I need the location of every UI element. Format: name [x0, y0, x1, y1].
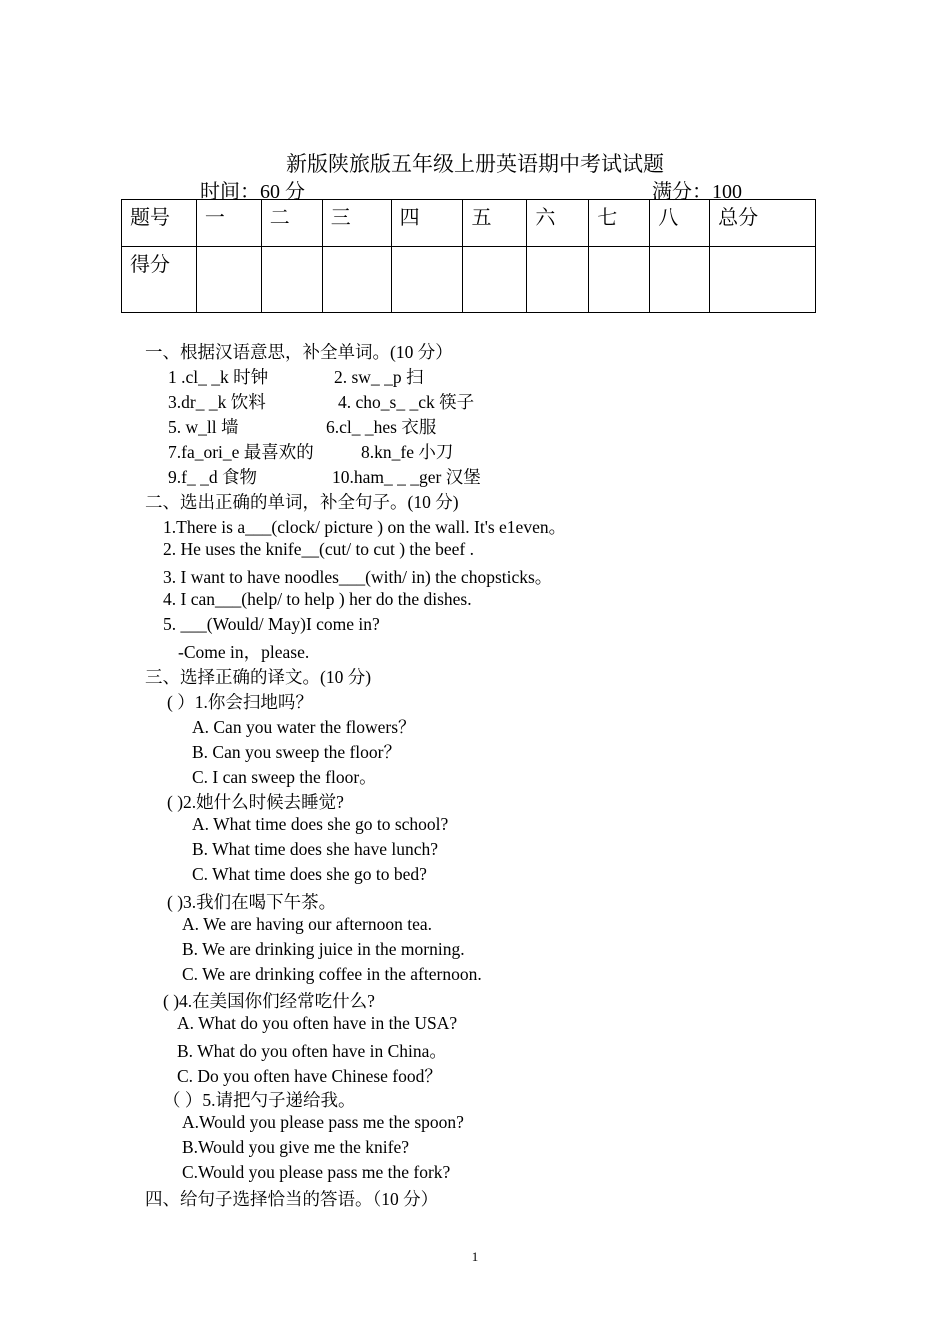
option-line: A.Would you please pass me the spoon?	[182, 1112, 464, 1132]
question-line: 9.f_ _d 食物	[168, 467, 257, 487]
question-line: 2. He uses the knife__(cut/ to cut ) the beef .	[163, 539, 475, 559]
score-table-header-cell: 六	[527, 200, 589, 247]
option-line: C. What time does she go to bed?	[192, 864, 427, 884]
option-line: A. What do you often have in the USA?	[177, 1013, 458, 1033]
score-table-header-cell: 题号	[122, 200, 197, 247]
question-line: 3. I want to have noodles___(with/ in) the chopsticks。	[163, 567, 553, 587]
question-line: ( )3.我们在喝下午茶。	[167, 892, 337, 912]
section-4-heading: 四、给句子选择恰当的答语。（10 分）	[145, 1189, 439, 1209]
score-cell	[710, 247, 816, 313]
option-line: A. We are having our afternoon tea.	[182, 914, 432, 934]
question-line: 1 .cl_ _k 时钟	[168, 367, 269, 387]
question-line: ( )2.她什么时候去睡觉?	[167, 792, 344, 812]
score-cell	[527, 247, 589, 313]
score-table-header-cell: 三	[322, 200, 391, 247]
score-table-row-label: 得分	[122, 247, 197, 313]
question-line: ( )4.在美国你们经常吃什么?	[163, 991, 375, 1011]
question-line: 7.fa_ori_e 最喜欢的	[168, 442, 314, 462]
question-line: 8.kn_fe 小刀	[361, 442, 454, 462]
option-line: B. Can you sweep the floor？	[192, 742, 401, 762]
question-line: 5. w_ll 墙	[168, 417, 239, 437]
question-line: 1.There is a___(clock/ picture ) on the wall. It's e1even。	[163, 517, 567, 537]
option-line: A. Can you water the flowers？	[192, 717, 416, 737]
score-table-header-cell: 七	[589, 200, 650, 247]
question-line: 2. sw_ _p 扫	[334, 367, 424, 387]
score-cell	[196, 247, 261, 313]
option-line: B. What time does she have lunch?	[192, 839, 439, 859]
score-cell	[589, 247, 650, 313]
exam-time: 时间：60 分	[200, 181, 305, 203]
score-table	[121, 199, 816, 313]
score-table-header-cell: 八	[650, 200, 710, 247]
option-line: B. We are drinking juice in the morning.	[182, 939, 465, 959]
question-line: 3.dr_ _k 饮料	[168, 392, 266, 412]
option-line: C.Would you please pass me the fork?	[182, 1162, 451, 1182]
question-line: （ ）5.请把勺子递给我。	[163, 1090, 356, 1110]
score-cell	[650, 247, 710, 313]
question-line: -Come in，please.	[178, 642, 310, 662]
exam-full-score: 满分：100	[652, 181, 742, 203]
question-line: 5. ___(Would/ May)I come in?	[163, 614, 380, 634]
section-1-heading: 一、根据汉语意思，补全单词。(10 分）	[145, 342, 453, 362]
score-table-header-row	[122, 200, 816, 247]
page-number: 1	[471, 1249, 479, 1264]
option-line: B. What do you often have in China。	[177, 1041, 447, 1061]
question-line: 10.ham_ _ _ger 汉堡	[332, 467, 481, 487]
score-table-header-cell: 五	[463, 200, 527, 247]
score-cell	[322, 247, 391, 313]
option-line: C. We are drinking coffee in the afternoon.	[182, 964, 482, 984]
option-line: C. I can sweep the floor。	[192, 767, 377, 787]
score-cell	[463, 247, 527, 313]
score-cell	[261, 247, 322, 313]
exam-title: 新版陕旅版五年级上册英语期中考试试题	[286, 152, 664, 176]
section-2-heading: 二、选出正确的单词，补全句子。(10 分)	[145, 492, 459, 512]
score-table-header-cell: 二	[261, 200, 322, 247]
question-line: 6.cl_ _hes 衣服	[326, 417, 437, 437]
option-line: B.Would you give me the knife?	[182, 1137, 410, 1157]
score-table-header-cell: 一	[196, 200, 261, 247]
score-table-header-cell: 总分	[710, 200, 816, 247]
option-line: A. What time does she go to school?	[192, 814, 449, 834]
score-cell	[391, 247, 463, 313]
score-table-header-cell: 四	[391, 200, 463, 247]
section-3-heading: 三、选择正确的译文。(10 分)	[145, 667, 372, 687]
question-line: 4. cho_s_ _ck 筷子	[338, 392, 475, 412]
question-line: ( ）1.你会扫地吗？	[167, 692, 313, 712]
question-line: 4. I can___(help/ to help ) her do the dishes.	[163, 589, 472, 609]
option-line: C. Do you often have Chinese food？	[177, 1066, 442, 1086]
score-table-score-row	[122, 247, 816, 313]
